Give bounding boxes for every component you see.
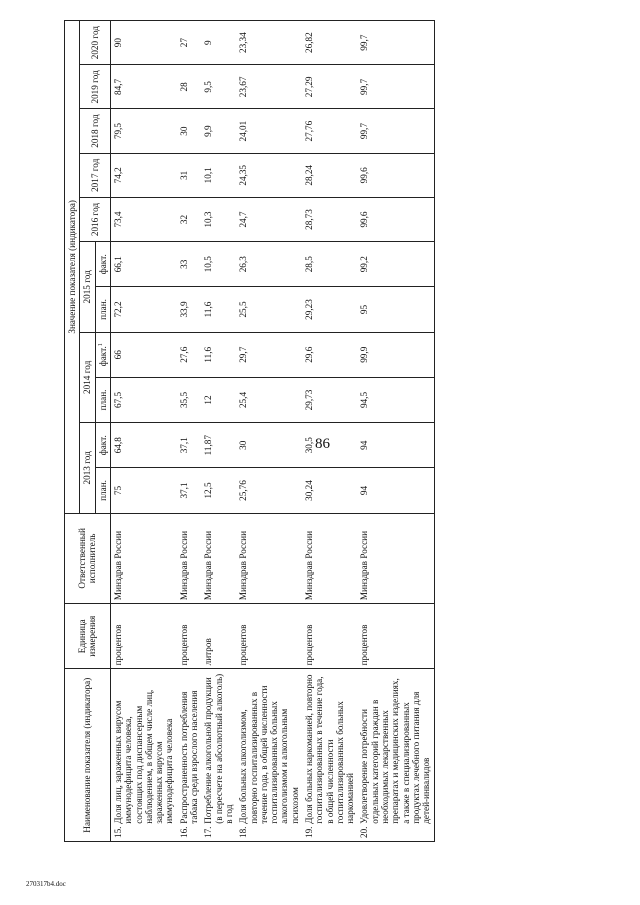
value-cell: 25,5 [236,287,302,332]
table-row [302,21,357,842]
value-cell: 12,5 [201,468,236,513]
value-cell: 31 [177,153,202,197]
value-cell: 26,3 [236,242,302,287]
value-cell: 11,6 [201,287,236,332]
value-cell: 37,1 [177,423,202,468]
header-value-group: Значение показателя (индикатора) [65,21,80,514]
value-cell: 30,24 [302,468,357,513]
value-cell: 24,35 [236,153,302,197]
value-cell: 28 [177,65,202,109]
indicators-table [64,20,435,842]
value-cell: 64,8 [110,423,176,468]
header-unit: Единица измерения [65,604,111,669]
value-cell: 72,2 [110,287,176,332]
header-2013-plan: план. [95,468,110,513]
value-cell: 99,2 [357,242,434,287]
value-cell: 94,5 [357,377,434,422]
table-row [177,21,202,842]
table-row [236,21,302,842]
value-cell: 90 [110,21,176,65]
header-2018: 2018 год [80,109,111,153]
value-cell: 28,5 [302,242,357,287]
table-body [110,21,434,842]
executor-cell: Минздрав России [110,513,176,604]
value-cell: 27,76 [302,109,357,153]
unit-cell: процентов [177,604,202,669]
row-number: 17. [201,827,236,842]
indicator-name: Доля больных наркоманией, повторно госпитализированных в течение года, в общей численности госпитализированных больных наркоманией [302,669,357,827]
executor-cell: Минздрав России [302,513,357,604]
indicator-name: Доля лиц, зараженных вирусом иммунодефицита человека, состоящих под диспансерным наблюдением, в общем числе лиц, зараженных вирусом иммунодефицита человека [110,669,176,827]
header-2016: 2016 год [80,197,111,241]
value-cell: 73,4 [110,197,176,241]
value-cell: 75 [110,468,176,513]
value-cell: 99,7 [357,109,434,153]
row-number: 20. [357,827,434,842]
indicator-name: Потребление алкогольной продукции (в пересчете на абсолютный алкоголь) в год [201,669,236,827]
value-cell: 12 [201,377,236,422]
page-number: 86 [315,436,330,452]
value-cell: 30 [177,109,202,153]
value-cell: 99,7 [357,65,434,109]
value-cell: 66 [110,332,176,377]
value-cell: 29,7 [236,332,302,377]
value-cell: 37,1 [177,468,202,513]
value-cell: 32 [177,197,202,241]
footer-doc-name: 270317b4.doc [26,880,66,888]
value-cell: 29,23 [302,287,357,332]
executor-cell: Минздрав России [201,513,236,604]
value-cell: 25,4 [236,377,302,422]
table-row [201,21,236,842]
value-cell: 23,67 [236,65,302,109]
executor-cell: Минздрав России [357,513,434,604]
value-cell: 10,5 [201,242,236,287]
value-cell: 10,3 [201,197,236,241]
footnote-mark: 1 [97,343,104,347]
value-cell: 23,34 [236,21,302,65]
value-cell: 28,73 [302,197,357,241]
value-cell: 94 [357,423,434,468]
table-row [357,21,434,842]
header-2014-fact [95,332,110,377]
value-cell: 24,01 [236,109,302,153]
value-cell: 35,5 [177,377,202,422]
header-2015-plan: план. [95,287,110,332]
header-2014: 2014 год [80,332,95,423]
value-cell: 66,1 [110,242,176,287]
header-2015-fact: факт. [95,242,110,287]
value-cell: 10,1 [201,153,236,197]
table-row [110,21,176,842]
table-header [65,21,111,842]
value-cell: 29,73 [302,377,357,422]
value-cell: 27,6 [177,332,202,377]
value-cell: 25,76 [236,468,302,513]
value-cell: 79,5 [110,109,176,153]
value-cell: 30 [236,423,302,468]
header-2017: 2017 год [80,153,111,197]
value-cell: 24,7 [236,197,302,241]
value-cell: 74,2 [110,153,176,197]
executor-cell: Минздрав России [177,513,202,604]
value-cell: 95 [357,287,434,332]
indicator-name: Доля больных алкоголизмом, повторно госпитализированных в течение года, в общей численности госпитализированных больных алкоголизмом и алкогольным психозом [236,669,302,827]
row-number: 18. [236,827,302,842]
value-cell: 99,7 [357,21,434,65]
header-2015: 2015 год [80,242,95,333]
value-cell: 30,5 [302,423,357,468]
executor-cell: Минздрав России [236,513,302,604]
value-cell: 99,6 [357,197,434,241]
value-cell: 94 [357,468,434,513]
value-cell: 28,24 [302,153,357,197]
value-cell: 9 [201,21,236,65]
value-cell: 27,29 [302,65,357,109]
value-cell: 9,5 [201,65,236,109]
header-2020: 2020 год [80,21,111,65]
header-2014-plan: план. [95,377,110,422]
indicator-name: Удовлетворение потребности отдельных категорий граждан в необходимых лекарственных препаратах и медицинских изделиях, а также в специализированных продуктах лечебного питания для детей-инвалидов [357,669,434,827]
value-cell: 11,6 [201,332,236,377]
row-number: 15. [110,827,176,842]
header-2014-fact-label: факт. [97,346,108,367]
unit-cell: процентов [110,604,176,669]
rotated-table-page [64,20,512,842]
value-cell: 26,82 [302,21,357,65]
value-cell: 99,6 [357,153,434,197]
value-cell: 9,9 [201,109,236,153]
unit-cell: процентов [302,604,357,669]
value-cell: 33 [177,242,202,287]
header-executor: Ответственный исполнитель [65,513,111,604]
value-cell: 33,9 [177,287,202,332]
indicator-name: Распространенность потребления табака среди взрослого населения [177,669,202,827]
value-cell: 99,9 [357,332,434,377]
value-cell: 29,6 [302,332,357,377]
header-2019: 2019 год [80,65,111,109]
value-cell: 84,7 [110,65,176,109]
row-number: 16. [177,827,202,842]
unit-cell: процентов [357,604,434,669]
header-2013-fact: факт. [95,423,110,468]
header-name: Наименование показателя (индикатора) [65,669,111,842]
unit-cell: процентов [236,604,302,669]
unit-cell: литров [201,604,236,669]
value-cell: 27 [177,21,202,65]
value-cell: 11,87 [201,423,236,468]
header-2013: 2013 год [80,423,95,514]
value-cell: 67,5 [110,377,176,422]
row-number: 19. [302,827,357,842]
